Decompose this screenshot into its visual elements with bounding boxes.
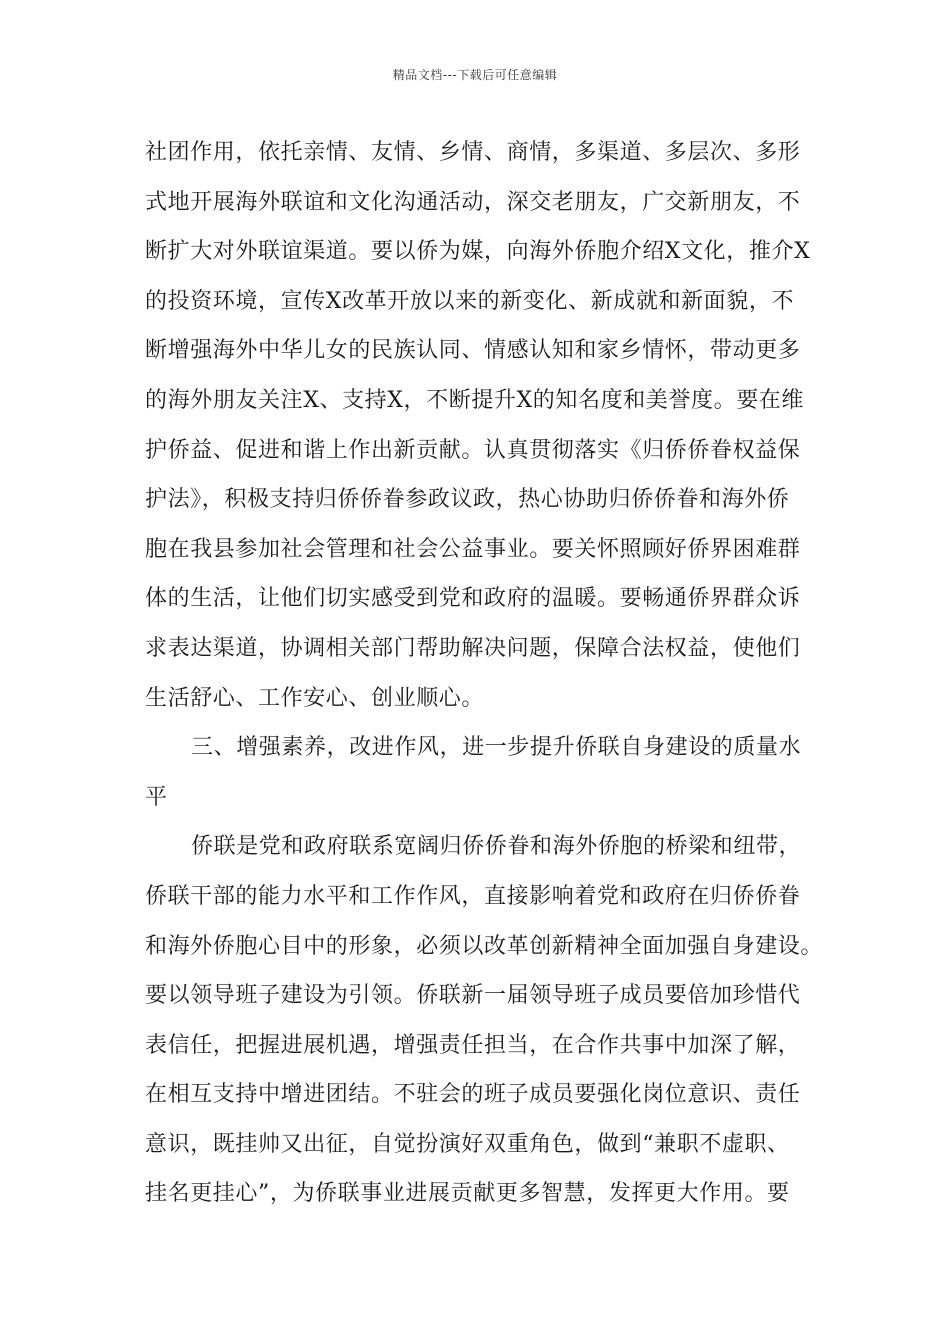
page-header: 精品文档---下载后可任意编辑 <box>392 68 558 82</box>
text-line: 护侨益、促进和谐上作出新贡献。认真贯彻落实《归侨侨眷权益保 <box>145 437 801 463</box>
text-line: 胞在我县参加社会管理和社会公益事业。要关怀照顾好侨界困难群 <box>145 536 801 562</box>
text-line: 断增强海外中华儿女的民族认同、情感认知和家乡情怀，带动更多 <box>145 338 801 364</box>
text-line: 断扩大对外联谊渠道。要以侨为媒，向海外侨胞介绍X文化，推介X <box>145 239 811 265</box>
text-line: 式地开展海外联谊和文化沟通活动，深交老朋友，广交新朋友，不 <box>145 189 801 215</box>
text-line: 表信任，把握进展机遇，增强责任担当，在合作共事中加深了解， <box>145 1032 801 1058</box>
text-line: 社团作用，依托亲情、友情、乡情、商情，多渠道、多层次、多形 <box>145 140 801 165</box>
text-line: 的投资环境，宣传X改革开放以来的新变化、新成就和新面貌，不 <box>145 288 795 314</box>
text-line: 生活舒心、工作安心、创业顺心。 <box>145 685 485 711</box>
text-line: 三、增强素养，改进作风，进一步提升侨联自身建设的质量水 <box>191 735 802 761</box>
text-line: 求表达渠道，协调相关部门帮助解决问题，保障合法权益，使他们 <box>145 635 801 661</box>
text-line: 在相互支持中增进团结。不驻会的班子成员要强化岗位意识、责任 <box>145 1082 801 1108</box>
text-line: 挂名更挂心”，为侨联事业进展贡献更多智慧，发挥更大作用。要 <box>145 1181 790 1207</box>
text-line: 平 <box>145 784 168 810</box>
text-line: 要以领导班子建设为引领。侨联新一届领导班子成员要倍加珍惜代 <box>145 983 801 1009</box>
text-line: 体的生活，让他们切实感受到党和政府的温暖。要畅通侨界群众诉 <box>145 586 801 612</box>
text-line: 意识，既挂帅又出征，自觉扮演好双重角色，做到“兼职不虚职、 <box>145 1131 790 1157</box>
text-line: 侨联干部的能力水平和工作作风，直接影响着党和政府在归侨侨眷 <box>145 883 801 909</box>
text-line: 护法》，积极支持归侨侨眷参政议政，热心协助归侨侨眷和海外侨 <box>145 487 790 513</box>
text-line: 侨联是党和政府联系宽阔归侨侨眷和海外侨胞的桥梁和纽带， <box>191 834 802 860</box>
text-line: 和海外侨胞心目中的形象，必须以改革创新精神全面加强自身建设。 <box>145 933 824 959</box>
body-text <box>145 128 825 1219</box>
text-line: 的海外朋友关注X、支持X，不断提升X的知名度和美誉度。要在维 <box>145 387 804 413</box>
